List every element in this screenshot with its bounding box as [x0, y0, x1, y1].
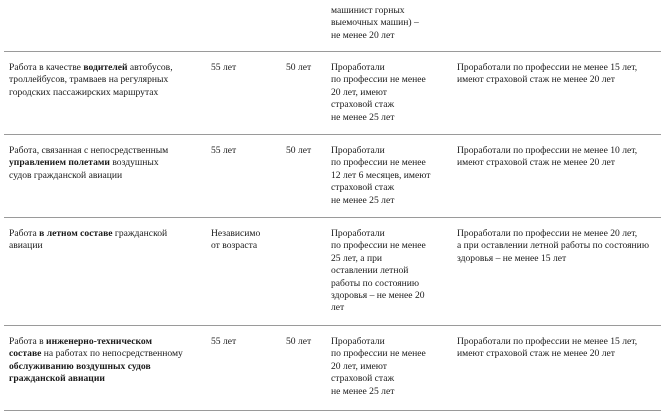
row-divider — [4, 134, 661, 135]
text-line: работы по состоянию — [331, 277, 420, 289]
text-line: авиации — [9, 240, 43, 252]
text-line: Проработали — [331, 145, 385, 156]
text-line: Проработали — [331, 228, 385, 239]
text-line: гражданской авиации — [9, 373, 105, 385]
text-line: по профессии не менее — [331, 240, 426, 252]
men-condition-cell — [331, 336, 426, 398]
women-age-cell — [286, 336, 311, 348]
text-line: страховой стаж — [331, 373, 395, 385]
text-line: составе на работах по непосредственному — [9, 348, 183, 360]
text-line: здоровья – не менее 15 лет — [457, 252, 567, 264]
men-age-cell — [211, 145, 236, 157]
text-line: по профессии не менее — [331, 348, 426, 360]
text-line: не менее 20 лет — [331, 29, 395, 41]
women-age-cell — [286, 145, 311, 157]
text-line: 55 лет — [211, 145, 237, 156]
top-fragment — [331, 5, 419, 42]
text-line: не менее 25 лет — [331, 385, 395, 397]
women-condition-cell — [457, 228, 649, 265]
text-line: имеют страховой стаж не менее 20 лет — [457, 348, 615, 360]
women-age-cell — [286, 62, 311, 74]
text-line: не менее 25 лет — [331, 194, 395, 206]
text-line: а при оставлении летной работы по состоянию — [457, 240, 649, 252]
text-line: имеют страховой стаж не менее 20 лет — [457, 74, 615, 86]
men-age-cell — [211, 62, 236, 74]
text-line: городских пассажирских маршрутах — [9, 86, 159, 98]
text-line: страховой стаж — [331, 99, 395, 111]
text-line: оставлении летной — [331, 265, 409, 277]
text-line: имеют страховой стаж не менее 20 лет — [457, 157, 615, 169]
work-description-cell — [9, 62, 173, 99]
text-line: 12 лет 6 месяцев, имеют — [331, 169, 431, 181]
text-line: Проработали по профессии не менее 20 лет, — [457, 228, 638, 239]
men-age-cell — [211, 228, 260, 253]
work-description-cell — [9, 145, 168, 182]
text-line: выемочных машин) – — [331, 17, 419, 29]
text-line: 20 лет, имеют — [331, 86, 388, 98]
text-line: по профессии не менее — [331, 74, 426, 86]
row-divider — [4, 51, 661, 52]
text-line: лет — [331, 302, 345, 314]
text-line: Работа в летном составе гражданской — [9, 228, 168, 239]
text-line: 55 лет — [211, 336, 237, 347]
text-line: Работа в инженерно-техническом — [9, 336, 153, 347]
text-line: управлением полетами воздушных — [9, 157, 159, 169]
text-line: 20 лет, имеют — [331, 360, 388, 372]
text-line: 55 лет — [211, 62, 237, 73]
row-divider — [4, 325, 661, 326]
text-line: Проработали по профессии не менее 10 лет, — [457, 145, 638, 156]
text-line: Проработали — [331, 62, 385, 73]
text-line: 50 лет — [286, 62, 312, 73]
men-condition-cell — [331, 228, 426, 315]
text-line: судов гражданской авиации — [9, 169, 123, 181]
text-line: 25 лет, а при — [331, 252, 383, 264]
men-age-cell — [211, 336, 236, 348]
text-line: Работа в качестве водителей автобусов, — [9, 62, 173, 73]
text-line: машинист горных — [331, 5, 405, 16]
women-condition-cell — [457, 145, 637, 170]
text-line: не менее 25 лет — [331, 111, 395, 123]
men-condition-cell — [331, 62, 426, 124]
text-line: Проработали по профессии не менее 15 лет, — [457, 62, 638, 73]
women-condition-cell — [457, 62, 637, 87]
text-line: Работа, связанная с непосредственным — [9, 145, 169, 156]
text-line: обслуживанию воздушных судов — [9, 360, 151, 372]
text-line: Проработали по профессии не менее 15 лет, — [457, 336, 638, 347]
text-line: от возраста — [211, 240, 258, 252]
work-description-cell — [9, 336, 183, 386]
text-line: Независимо — [211, 228, 261, 239]
text-line: страховой стаж — [331, 182, 395, 194]
work-description-cell — [9, 228, 167, 253]
text-line: Проработали — [331, 336, 385, 347]
men-condition-cell — [331, 145, 430, 207]
text-line: по профессии не менее — [331, 157, 426, 169]
text-line: здоровья – не менее 20 — [331, 290, 425, 302]
row-divider — [4, 410, 661, 411]
row-divider — [4, 217, 661, 218]
women-condition-cell — [457, 336, 637, 361]
text-line: 50 лет — [286, 145, 312, 156]
text-line: троллейбусов, трамваев на регулярных — [9, 74, 169, 86]
text-line: 50 лет — [286, 336, 312, 347]
